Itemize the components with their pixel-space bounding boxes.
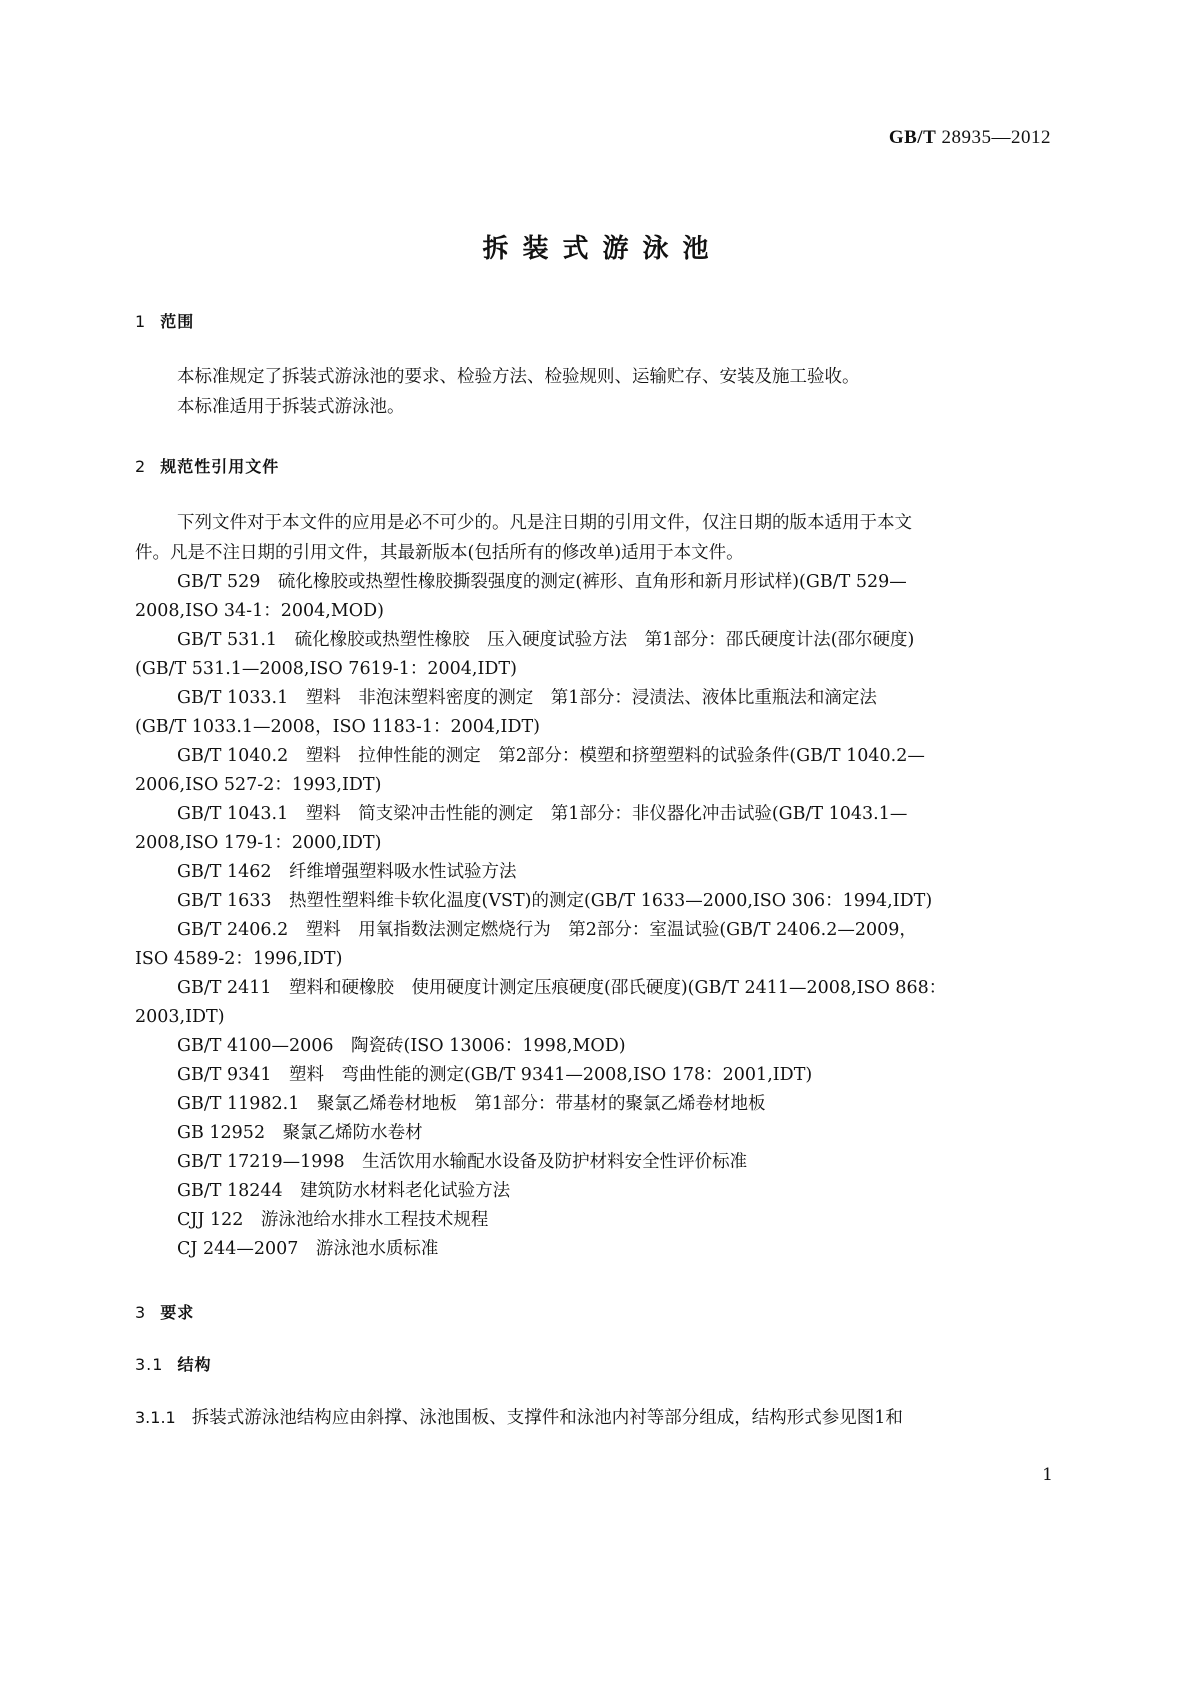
clause-3-1-1 — [135, 1404, 1065, 1429]
document-title: 拆装式游泳池 — [482, 234, 723, 264]
reference-line: GB/T 529 硫化橡胶或热塑性橡胶撕裂强度的测定(裤形、直角形和新月形试样)(GB/T 529— — [177, 572, 907, 592]
reference-line: GB/T 2411 塑料和硬橡胶 使用硬度计测定压痕硬度(邵氏硬度)(GB/T 2411—2008,ISO 868： — [177, 978, 947, 998]
reference-line: GB 12952 聚氯乙烯防水卷材 — [177, 1123, 423, 1143]
reference-line: GB/T 531.1 硫化橡胶或热塑性橡胶 压入硬度试验方法 第1部分：邵氏硬度计法(邵尔硬度) — [177, 630, 915, 650]
reference-line: (GB/T 531.1—2008,ISO 7619-1：2004,IDT) — [135, 659, 517, 679]
clause-number: 3.1.1 — [135, 1408, 176, 1427]
section-title: 要求 — [160, 1303, 195, 1322]
section-title: 规范性引用文件 — [160, 457, 280, 476]
reference-line: GB/T 2406.2 塑料 用氧指数法测定燃烧行为 第2部分：室温试验(GB/T 2406.2—2009， — [177, 920, 917, 940]
standard-code-prefix: GB/T — [888, 127, 937, 148]
section-title: 范围 — [160, 312, 195, 331]
reference-line: 2008,ISO 179-1：2000,IDT) — [135, 833, 382, 853]
section-number: 2 — [135, 457, 147, 476]
reference-line: GB/T 1043.1 塑料 简支梁冲击性能的测定 第1部分：非仪器化冲击试验(GB/T 1043.1— — [177, 804, 908, 824]
reference-line: GB/T 1040.2 塑料 拉伸性能的测定 第2部分：模塑和挤塑塑料的试验条件(GB/T 1040.2— — [177, 746, 925, 766]
reference-line: 2006,ISO 527-2：1993,IDT) — [135, 775, 382, 795]
reference-line: GB/T 18244 建筑防水材料老化试验方法 — [177, 1181, 511, 1201]
paragraph: 本标准规定了拆装式游泳池的要求、检验方法、检验规则、运输贮存、安装及施工验收。 — [177, 367, 860, 387]
standard-code — [889, 127, 1051, 149]
reference-line: GB/T 1033.1 塑料 非泡沫塑料密度的测定 第1部分：浸渍法、液体比重瓶法和滴定法 — [177, 688, 877, 708]
paragraph: 下列文件对于本文件的应用是必不可少的。凡是注日期的引用文件，仅注日期的版本适用于本文 — [177, 513, 912, 533]
reference-line: CJ 244—2007 游泳池水质标准 — [177, 1239, 439, 1259]
paragraph: 本标准适用于拆装式游泳池。 — [177, 397, 405, 417]
paragraph: 件。凡是不注日期的引用文件，其最新版本(包括所有的修改单)适用于本文件。 — [135, 543, 744, 563]
reference-line: 2008,ISO 34-1：2004,MOD) — [135, 601, 384, 621]
section-2-heading — [135, 454, 279, 477]
reference-line: CJJ 122 游泳池给水排水工程技术规程 — [177, 1210, 489, 1230]
reference-line: 2003,IDT) — [135, 1007, 225, 1027]
clause-text: 拆装式游泳池结构应由斜撑、泳池围板、支撑件和泳池内衬等部分组成，结构形式参见图1和 — [191, 1408, 903, 1428]
section-number: 3 — [135, 1303, 147, 1322]
page-number: 1 — [1042, 1465, 1053, 1485]
reference-line: GB/T 4100—2006 陶瓷砖(ISO 13006：1998,MOD) — [177, 1036, 626, 1056]
reference-line: GB/T 1462 纤维增强塑料吸水性试验方法 — [177, 862, 517, 882]
section-number: 1 — [135, 312, 147, 331]
section-1-heading — [135, 309, 194, 332]
reference-line: GB/T 11982.1 聚氯乙烯卷材地板 第1部分：带基材的聚氯乙烯卷材地板 — [177, 1094, 766, 1114]
reference-line: GB/T 17219—1998 生活饮用水输配水设备及防护材料安全性评价标准 — [177, 1152, 748, 1172]
reference-line: (GB/T 1033.1—2008，ISO 1183-1：2004,IDT) — [135, 717, 541, 737]
reference-line: GB/T 9341 塑料 弯曲性能的测定(GB/T 9341—2008,ISO 178：2001,IDT) — [177, 1065, 813, 1085]
section-3-heading — [135, 1300, 194, 1323]
subsection-3-1-heading — [135, 1352, 211, 1375]
subsection-number: 3.1 — [135, 1355, 164, 1374]
standard-code-number: 28935—2012 — [941, 127, 1051, 148]
subsection-title: 结构 — [177, 1355, 212, 1374]
reference-line: GB/T 1633 热塑性塑料维卡软化温度(VST)的测定(GB/T 1633—2000,ISO 306：1994,IDT) — [177, 891, 933, 911]
reference-line: ISO 4589-2：1996,IDT) — [135, 949, 343, 969]
